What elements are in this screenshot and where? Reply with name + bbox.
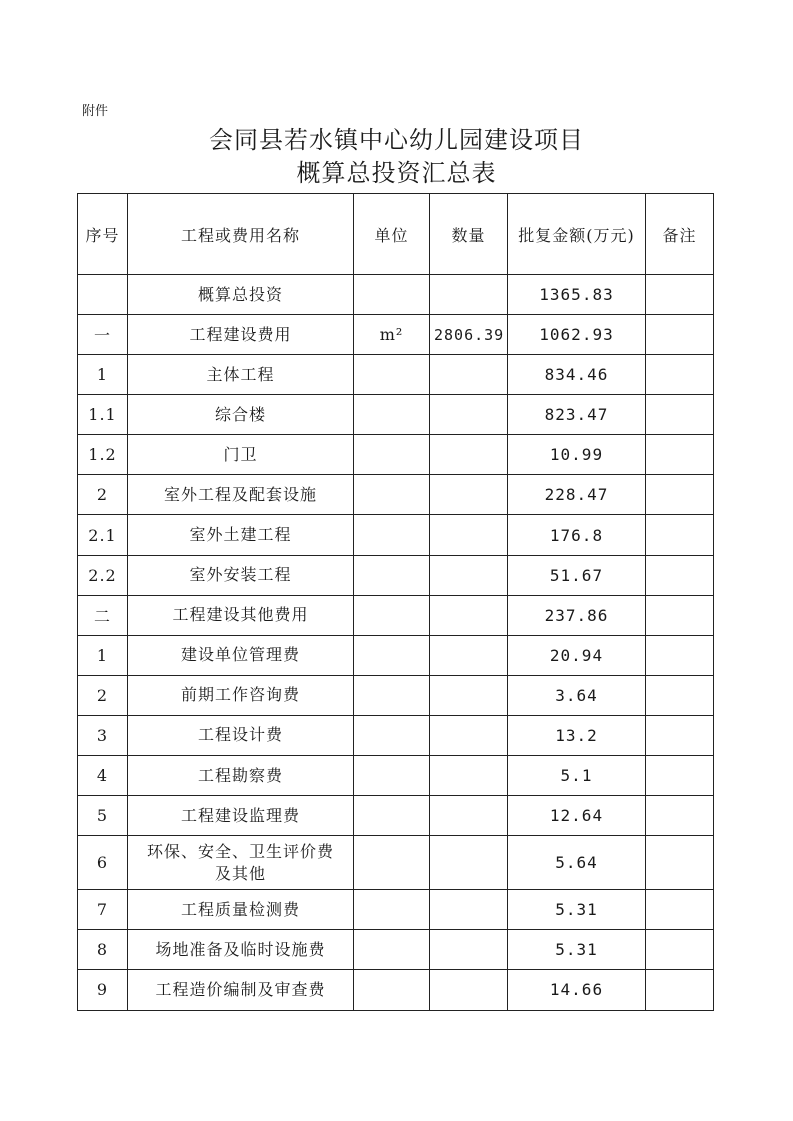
attachment-label: 附件	[82, 104, 109, 119]
column-header-quantity: 数量	[430, 194, 508, 275]
row-quantity	[430, 836, 508, 890]
row-remark	[646, 675, 714, 715]
row-quantity	[430, 715, 508, 755]
row-amount: 176.8	[508, 515, 646, 555]
row-name	[128, 836, 354, 890]
row-unit	[354, 555, 430, 595]
table-row	[78, 796, 714, 836]
row-remark	[646, 836, 714, 890]
column-header-amount: 批复金额(万元)	[508, 194, 646, 275]
row-unit	[354, 890, 430, 930]
row-amount: 51.67	[508, 555, 646, 595]
row-name: 室外工程及配套设施	[128, 475, 354, 515]
row-quantity	[430, 515, 508, 555]
row-name: 室外土建工程	[128, 515, 354, 555]
document-title: 会同县若水镇中心幼儿园建设项目	[209, 126, 584, 154]
row-quantity	[430, 435, 508, 475]
row-name: 场地准备及临时设施费	[128, 930, 354, 970]
table-row	[78, 635, 714, 675]
table-row	[78, 930, 714, 970]
row-unit	[354, 435, 430, 475]
row-name: 主体工程	[128, 355, 354, 395]
row-unit	[354, 475, 430, 515]
row-remark	[646, 970, 714, 1010]
row-index: 7	[78, 890, 128, 930]
row-unit	[354, 756, 430, 796]
row-index: 5	[78, 796, 128, 836]
row-amount: 5.64	[508, 836, 646, 890]
row-name: 工程建设其他费用	[128, 595, 354, 635]
row-unit	[354, 395, 430, 435]
row-index: 一	[78, 315, 128, 355]
row-quantity	[430, 756, 508, 796]
row-index: 9	[78, 970, 128, 1010]
row-amount: 13.2	[508, 715, 646, 755]
row-quantity	[430, 555, 508, 595]
column-header-unit: 单位	[354, 194, 430, 275]
row-index: 4	[78, 756, 128, 796]
column-header-remark: 备注	[646, 194, 714, 275]
row-index: 1.2	[78, 435, 128, 475]
table-row	[78, 315, 714, 355]
table-row	[78, 395, 714, 435]
column-header-index: 序号	[78, 194, 128, 275]
row-index: 2.2	[78, 555, 128, 595]
row-remark	[646, 315, 714, 355]
row-amount: 12.64	[508, 796, 646, 836]
row-amount: 228.47	[508, 475, 646, 515]
row-index: 二	[78, 595, 128, 635]
row-amount: 3.64	[508, 675, 646, 715]
table-row	[78, 475, 714, 515]
row-name: 工程建设费用	[128, 315, 354, 355]
row-remark	[646, 635, 714, 675]
row-quantity	[430, 890, 508, 930]
row-remark	[646, 930, 714, 970]
row-unit	[354, 930, 430, 970]
row-name: 工程建设监理费	[128, 796, 354, 836]
row-quantity	[430, 635, 508, 675]
row-remark	[646, 796, 714, 836]
table-row	[78, 836, 714, 890]
row-unit	[354, 275, 430, 315]
row-remark	[646, 435, 714, 475]
row-amount: 20.94	[508, 635, 646, 675]
row-quantity	[430, 595, 508, 635]
row-quantity	[430, 475, 508, 515]
row-remark	[646, 555, 714, 595]
row-index: 2	[78, 475, 128, 515]
row-name-line-1: 环保、安全、卫生评价费	[146, 841, 334, 861]
row-index: 1	[78, 355, 128, 395]
table-row	[78, 756, 714, 796]
row-index: 1	[78, 635, 128, 675]
row-index: 2	[78, 675, 128, 715]
table-row	[78, 435, 714, 475]
column-header-name: 工程或费用名称	[128, 194, 354, 275]
row-index	[78, 275, 128, 315]
row-unit	[354, 515, 430, 555]
row-remark	[646, 275, 714, 315]
row-unit	[354, 715, 430, 755]
row-remark	[646, 756, 714, 796]
row-amount: 14.66	[508, 970, 646, 1010]
table-row	[78, 355, 714, 395]
table-row	[78, 675, 714, 715]
row-index: 3	[78, 715, 128, 755]
row-remark	[646, 395, 714, 435]
row-amount: 237.86	[508, 595, 646, 635]
row-quantity	[430, 395, 508, 435]
row-name: 工程勘察费	[128, 756, 354, 796]
document-subtitle: 概算总投资汇总表	[296, 159, 497, 187]
row-index: 6	[78, 836, 128, 890]
table-row	[78, 515, 714, 555]
row-index: 2.1	[78, 515, 128, 555]
row-name: 概算总投资	[128, 275, 354, 315]
table-row	[78, 595, 714, 635]
row-amount: 823.47	[508, 395, 646, 435]
table-row	[78, 275, 714, 315]
row-name-line-2: 及其他	[214, 863, 266, 883]
row-unit	[354, 355, 430, 395]
row-quantity	[430, 970, 508, 1010]
row-quantity	[430, 796, 508, 836]
budget-summary-table	[77, 193, 714, 1011]
row-unit	[354, 970, 430, 1010]
row-remark	[646, 355, 714, 395]
row-amount: 834.46	[508, 355, 646, 395]
row-index: 8	[78, 930, 128, 970]
row-remark	[646, 715, 714, 755]
row-name: 门卫	[128, 435, 354, 475]
row-remark	[646, 890, 714, 930]
row-amount: 10.99	[508, 435, 646, 475]
row-name: 前期工作咨询费	[128, 675, 354, 715]
row-amount: 5.1	[508, 756, 646, 796]
row-name: 综合楼	[128, 395, 354, 435]
row-name: 室外安装工程	[128, 555, 354, 595]
row-name: 建设单位管理费	[128, 635, 354, 675]
table-row	[78, 890, 714, 930]
row-quantity: 2806.39	[430, 315, 508, 355]
row-unit	[354, 836, 430, 890]
row-amount: 1062.93	[508, 315, 646, 355]
table-row	[78, 555, 714, 595]
row-name: 工程设计费	[128, 715, 354, 755]
row-amount: 5.31	[508, 890, 646, 930]
table-header-row	[78, 194, 714, 275]
row-unit: m²	[354, 315, 430, 355]
row-unit	[354, 595, 430, 635]
row-name: 工程质量检测费	[128, 890, 354, 930]
table-row	[78, 970, 714, 1010]
row-quantity	[430, 930, 508, 970]
row-name: 工程造价编制及审查费	[128, 970, 354, 1010]
row-unit	[354, 675, 430, 715]
row-quantity	[430, 675, 508, 715]
row-amount: 1365.83	[508, 275, 646, 315]
row-quantity	[430, 275, 508, 315]
row-unit	[354, 796, 430, 836]
row-remark	[646, 475, 714, 515]
row-remark	[646, 595, 714, 635]
row-index: 1.1	[78, 395, 128, 435]
table-row	[78, 715, 714, 755]
row-amount: 5.31	[508, 930, 646, 970]
row-quantity	[430, 355, 508, 395]
row-remark	[646, 515, 714, 555]
row-unit	[354, 635, 430, 675]
